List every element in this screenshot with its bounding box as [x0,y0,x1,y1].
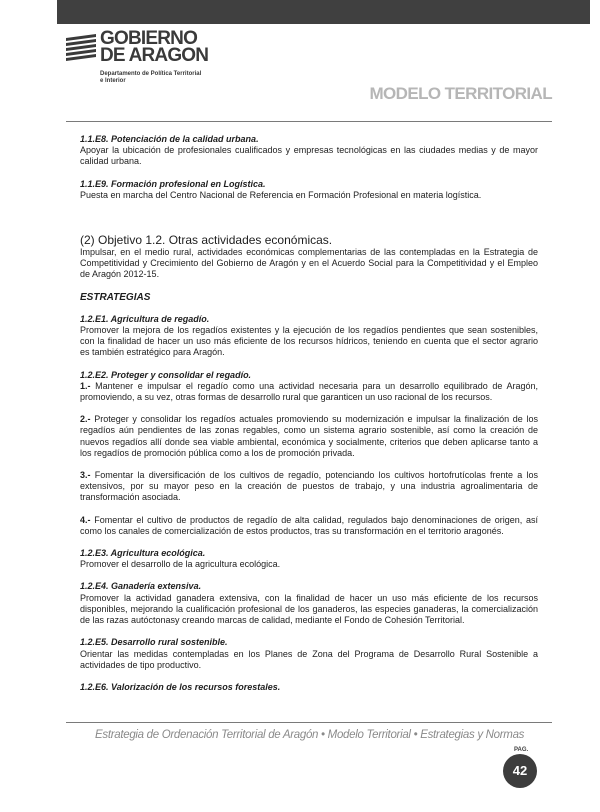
objective-heading: (2) Objetivo 1.2. Otras actividades económicas. [80,233,333,248]
department-name: Departamento de Política Territorial e Interior [100,71,202,84]
header-divider [66,121,552,122]
strategy-heading: 1.2.E2. Proteger y consolidar el regadío. [80,369,252,380]
paragraph: Promover la mejora de los regadíos existentes y la ejecución de los regadíos pendientes que sean sostenibles, con la finalidad de hacer un uso más eficiente de los recursos hídricos, teniendo en cuenta que el sector agrario es también estratégico para Aragón. [80,325,538,358]
strategy-heading: 1.2.E3. Agricultura ecológica. [80,548,206,559]
paragraph: Puesta en marcha del Centro Nacional de Referencia en Formación Profesional en materia logística. [80,189,482,200]
page-content [80,134,538,693]
logo-line-2: DE ARAGON [100,45,209,66]
strategy-heading: 1.2.E1. Agricultura de regadío. [80,313,210,324]
page-label: PAG. [514,747,529,753]
numbered-paragraph: 2.- Proteger y consolidar los regadíos actuales promoviendo su modernización e impulsar la finalización de los regadíos aún pendientes de las zonas regables, como un sistema agrario sostenible, así como la creación de nuevos regadíos allí donde sea viable ambiental, económica y socialmente, criterios que deben aplicarse tanto a los regadíos de promoción pública como a los de promoción privada. [80,414,538,458]
top-bar [57,0,590,24]
paragraph: Promover el desarrollo de la agricultura ecológica. [80,559,281,570]
paragraph: Apoyar la ubicación de profesionales cualificados y empresas tecnológicas en las ciudades medias y de mayor calidad urbana. [80,145,538,167]
numbered-paragraph: 1.- Mantener e impulsar el regadío como una actividad necesaria para un desarrollo equilibrado de Aragón, promoviendo, a su vez, otras formas de desarrollo rural que garanticen un uso racional de los recursos. [80,380,538,403]
strategies-heading: ESTRATEGIAS [80,291,151,303]
section-title: MODELO TERRITORIAL [369,84,552,103]
numbered-paragraph: 4.- Fomentar el cultivo de productos de regadío de alta calidad, regulados bajo denominaciones de origen, así como los canales de comercialización de estos productos, tras su transformación en el territorio aragonés. [80,514,538,536]
strategy-heading: 1.2.E6. Valorización de los recursos forestales. [80,681,281,692]
strategy-heading: 1.2.E4. Ganadería extensiva. [80,581,202,592]
paragraph: Promover la actividad ganadera extensiva, con la finalidad de hacer un uso más eficiente de los recursos disponibles, mejorando la cualificación profesional de los ganaderos, las especies ganaderas, la comercialización de las razas autóctonasy creando marcas de calidad, mediante el Fondo de Cohesión Territorial. [80,592,538,626]
logo-line-1: GOBIERNO [100,28,198,49]
aragon-stripes-icon [66,32,100,66]
paragraph: Impulsar, en el medio rural, actividades económicas complementarias de las contempladas en la Estrategia de Competitividad y Crecimiento del Gobierno de Aragón y en el Acuerdo Social para la Competitividad y el Empleo de Aragón 2012-15. [80,247,538,280]
footer-divider [66,722,552,723]
strategy-heading: 1.2.E5. Desarrollo rural sostenible. [80,637,228,648]
footer-text: Estrategia de Ordenación Territorial de Aragón • Modelo Territorial • Estrategias y Normas [95,729,525,741]
strategy-heading: 1.1.E8. Potenciación de la calidad urbana. [80,134,259,144]
numbered-paragraph: 3.- Fomentar la diversificación de los cultivos de regadío, potenciando los cultivos hortofrutícolas frente a los extensivos, por su mayor peso en la creación de puestos de trabajo, y una industria agroalimentaria de transformación asociada. [80,470,538,503]
paragraph: Orientar las medidas contempladas en los Planes de Zona del Programa de Desarrollo Rural Sostenible a actividades de tipo productivo. [80,648,538,670]
strategy-heading: 1.1.E9. Formación profesional en Logística. [80,178,266,189]
page-number: 42 [503,754,537,788]
